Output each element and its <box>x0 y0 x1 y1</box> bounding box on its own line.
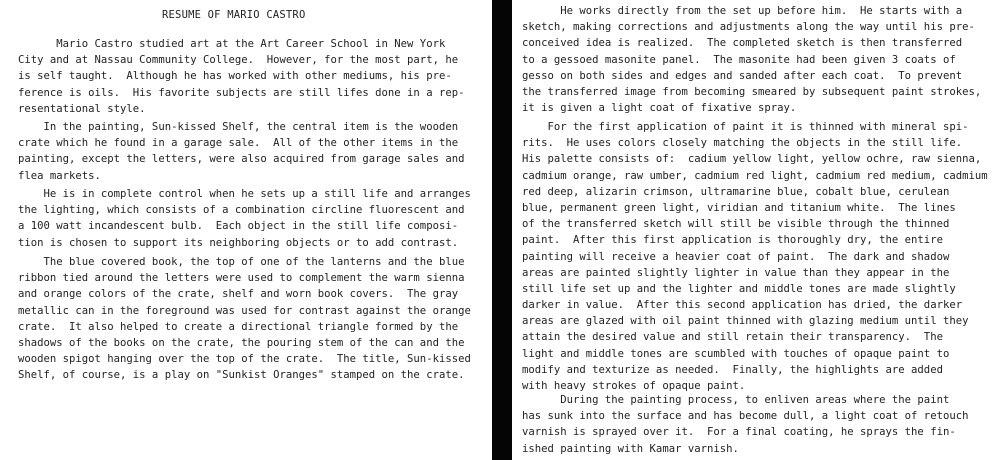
text-line: For the first application of paint it is thinned with mineral spi- <box>522 121 969 133</box>
text-line: with heavy strokes of opaque paint. <box>522 380 746 392</box>
text-line: light and middle tones are scumbled with touches of opaque paint to <box>522 347 950 360</box>
text-line: sketch, making corrections and adjustments along the way until his pre- <box>522 21 975 34</box>
text-line: wooden spigot hanging over the top of the crate. The title, Sun-kissed <box>18 353 471 366</box>
text-line: areas are glazed with oil paint thinned with glazing medium until they <box>522 315 969 328</box>
text-line: varnish is sprayed over it. For a final coating, he sprays the fin- <box>522 426 956 439</box>
text-line: crate which he found in a garage sale. All of the other items in the <box>18 137 459 150</box>
text-line: and orange colors of the crate, shelf and worn book covers. The gray <box>18 288 459 301</box>
text-line: painting, except the letters, were also acquired from garage sales and <box>18 153 465 166</box>
text-line: Shelf, of course, is a play on "Sunkist Oranges" stamped on the crate. <box>18 369 465 382</box>
paragraph-palette <box>522 119 988 394</box>
text-line: He works directly from the set up before him. He starts with a <box>522 5 963 17</box>
text-line: gesso on both sides and edges and sanded after each coat. To prevent <box>522 69 963 82</box>
text-line: cadmium orange, raw umber, cadmium red light, cadmium red medium, cadmium <box>522 169 988 182</box>
text-line: to a gessoed masonite panel. The masonite had been given 3 coats of <box>522 53 956 66</box>
text-line: it is given a light coat of fixative spray. <box>522 102 797 115</box>
paragraph-composition <box>18 254 471 384</box>
text-line: His palette consists of: cadium yellow light, yellow ochre, raw sienna, <box>522 153 982 166</box>
text-line: red deep, alizarin crimson, ultramarine blue, cobalt blue, cerulean <box>522 185 950 198</box>
text-line: tion is chosen to support its neighboring objects or to add contrast. <box>18 236 459 249</box>
left-page <box>0 0 492 460</box>
text-line: The blue covered book, the top of one of the lanterns and the blue <box>18 256 465 268</box>
text-line: City and at Nassau Community College. However, for the most part, he <box>18 54 459 67</box>
text-line: ished painting with Kamar varnish. <box>522 442 739 455</box>
text-line: paint. After this first application is thoroughly dry, the entire <box>522 234 943 247</box>
paragraph-varnish <box>522 392 968 457</box>
text-line: ference is oils. His favorite subjects are still lifes done in a rep- <box>18 86 465 99</box>
text-line: During the painting process, to enliven areas where the paint <box>522 394 950 406</box>
text-line: has sunk into the surface and has become dull, a light coat of retouch <box>522 410 969 423</box>
paragraph-education <box>18 36 464 117</box>
text-line: He is in complete control when he sets up a still life and arranges <box>18 188 471 200</box>
text-line: blue, permanent green light, viridian and titanium white. The lines <box>522 201 956 214</box>
paragraph-process <box>522 3 981 116</box>
text-line: painting will receive a heavier coat of paint. The dark and shadow <box>522 250 950 263</box>
text-line: darker in value. After this second application has dried, the darker <box>522 299 963 312</box>
text-line: of the transferred sketch will still be visible through the thinned <box>522 218 950 231</box>
paragraph-painting <box>18 119 464 184</box>
text-line: attain the desired value and still retain their transparency. The <box>522 331 943 344</box>
text-line: ribbon tied around the letters were used to complement the warm sienna <box>18 272 465 285</box>
text-line: the transferred image from becoming smeared by subsequent paint strokes, <box>522 85 982 98</box>
page-divider <box>492 0 512 460</box>
text-line: areas are painted slightly lighter in value than they appear in the <box>522 266 950 279</box>
paragraph-lighting <box>18 186 471 251</box>
text-line: flea markets. <box>18 169 101 182</box>
document-title: RESUME OF MARIO CASTRO <box>162 9 306 21</box>
text-line: conceived idea is realized. The completed sketch is then transferred <box>522 37 963 50</box>
text-line: In the painting, Sun-kissed Shelf, the central item is the wooden <box>18 121 459 133</box>
text-line: crate. It also helped to create a directional triangle formed by the <box>18 320 459 333</box>
text-line: still life set up and the lighter and middle tones are made slightly <box>522 282 956 295</box>
text-line: resentational style. <box>18 102 146 115</box>
text-line: metallic can in the foreground was used for contrast against the orange <box>18 304 471 317</box>
text-line: modify and texturize as needed. Finally, the highlights are added <box>522 363 943 376</box>
text-line: a 100 watt incandescent bulb. Each object in the still life composi- <box>18 220 459 233</box>
text-line: is self taught. Although he has worked with other mediums, his pre- <box>18 70 452 83</box>
text-line: rits. He uses colors closely matching the objects in the still life. <box>522 137 963 150</box>
text-line: Mario Castro studied art at the Art Career School in New York <box>18 38 446 50</box>
right-page <box>512 0 1000 460</box>
text-line: the lighting, which consists of a combination circline fluorescent and <box>18 204 465 217</box>
text-line: shadows of the books on the crate, the pouring stem of the can and the <box>18 336 465 349</box>
